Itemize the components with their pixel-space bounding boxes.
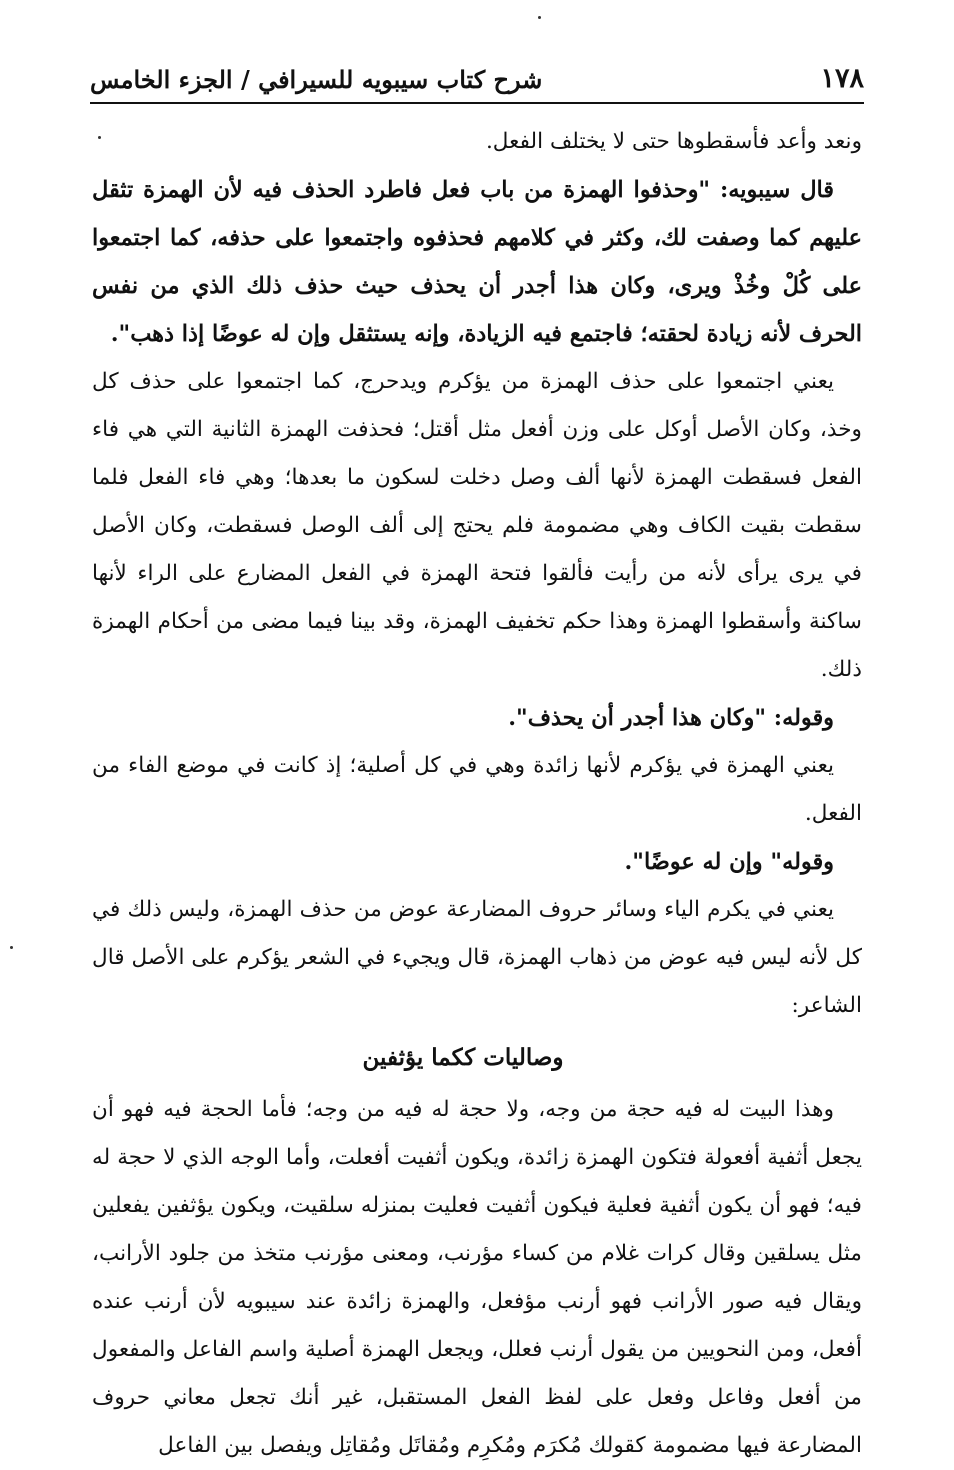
quoted-phrase: وقوله: "وكان هذا أجدر أن يحذف". [508,705,834,731]
poetry-verse: وصاليات ككما يؤثفين [362,1044,564,1071]
paragraph: ونعد وأعد فأسقطوها حتى لا يختلف الفعل. [485,129,862,154]
paragraph: يعني الهمزة في يؤكرم لأنها زائدة وهي في كل أصلية؛ إذ كانت في موضع الفاء من الفعل. [92,753,862,826]
scan-speck [10,946,13,949]
sibawayh-quote: قال سيبويه: "وحذفوا الهمزة من باب فعل فاطرد الحذف فيه لأن الهمزة تثقل عليهم كما وصفت لك، وكثر في كلامهم فحذفوه واجتمعوا على حذفه، كما اجتمعوا على كُلْ وخُذْ ويرى، وكان هذا أجدر أن يحذف حيث حذف ذلك الذي من نفس الحرف لأنه زيادة لحقته؛ فاجتمع فيه الزيادة، وإنه يستثقل وإن له عوضًا إذا ذهب". [92,177,862,347]
running-title: شرح كتاب سيبويه للسيرافي / الجزء الخامس [90,65,543,94]
body-text [92,118,862,1470]
paragraph: يعني اجتمعوا على حذف الهمزة من يؤكرم ويدحرج، كما اجتمعوا على حذف كل وخذ، وكان الأصل أوكل على وزن أفعل مثل أقتل؛ فحذفت الهمزة الثانية التي هي فاء الفعل فسقطت الهمزة لأنها ألف وصل دخلت لسكون ما بعدها؛ وهي فاء الفعل فلما سقطت بقيت الكاف وهي مضمومة فلم يحتج إلى ألف الوصل فسقطت، وكان الأصل في يرى يرأى لأنه من رأيت فألقوا فتحة الهمزة في الفعل المضارع على الراء لأنها ساكنة وأسقطوا الهمزة وهذا حكم تخفيف الهمزة، وقد بينا فيما مضى من أحكام الهمزة ذلك. [92,369,862,682]
scan-speck [538,16,541,19]
scan-speck [98,136,101,139]
quoted-phrase: وقوله" وإن له عوضًا". [624,849,834,875]
paragraph: يعني في يكرم الياء وسائر حروف المضارعة عوض من حذف الهمزة، وليس ذلك في كل لأنه ليس فيه عوض من ذهاب الهمزة، قال ويجيء في الشعر يؤكرم على الأصل قال الشاعر: [92,897,862,1018]
page-number: ١٧٨ [820,63,864,94]
page-header [90,52,864,104]
paragraph: وهذا البيت له فيه حجة من وجه، ولا حجة له فيه من وجه؛ فأما الحجة فيه فهو أن يجعل أثفية أفعولة فتكون الهمزة زائدة، ويكون أثفيت أفعلت، وأما الوجه الذي لا حجة له فيه؛ فهو أن يكون أثفية فعلية فيكون أثفيت فعليت بمنزله سلقيت، ويكون يؤثفين يفعلين مثل يسلقين وقال كرات غلام من كساء مؤرنب، ومعنى مؤرنب متخذ من جلود الأرانب، ويقال فيه صور الأرانب فهو أرنب مؤفعل، والهمزة زائدة عند سيبويه لأن أرنب عنده أفعل، ومن النحويين من يقول أرنب فعلل، ويجعل الهمزة أصلية واسم الفاعل والمفعول من أفعل وفاعل وفعل على لفظ الفعل المستقبل، غير أنك تجعل معاني حروف المضارعة فيها مضمومة كقولك مُكرَم ومُكرِم ومُقاتَل ومُقاتِل ويفصل بين الفاعل [92,1097,862,1458]
